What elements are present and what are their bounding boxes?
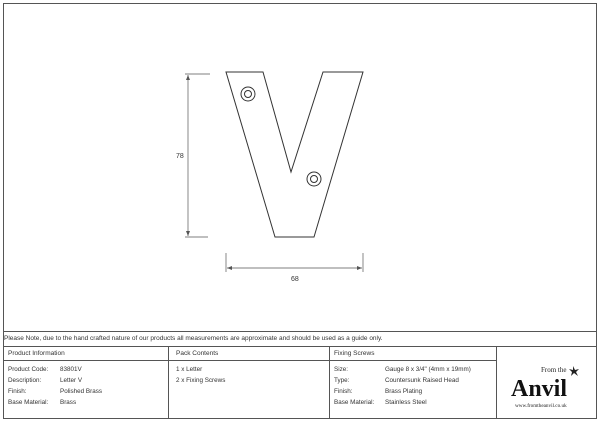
table-top-line — [3, 346, 597, 347]
screw-size-label: Size: — [334, 366, 348, 373]
screw-type-value: Countersunk Raised Head — [385, 377, 459, 384]
logo-website: www.fromtheanvil.co.uk — [515, 403, 567, 409]
pack-contents-heading: Pack Contents — [176, 350, 219, 357]
header-separator — [3, 360, 496, 361]
width-dimension — [226, 253, 363, 272]
pack-item: 1 x Letter — [176, 366, 203, 373]
screw-hole-top — [241, 87, 255, 101]
height-dimension — [185, 74, 210, 237]
note-separator — [3, 331, 597, 332]
description-value: Letter V — [60, 377, 83, 384]
finish-value: Polished Brass — [60, 388, 102, 395]
width-dimension-label: 68 — [291, 276, 299, 283]
screw-finish-label: Finish: — [334, 388, 353, 395]
fixing-screws-heading: Fixing Screws — [334, 350, 375, 357]
logo-from-the: From the — [541, 366, 567, 374]
description-label: Description: — [8, 377, 42, 384]
anvil-icon — [569, 366, 579, 376]
screw-material-value: Stainless Steel — [385, 399, 427, 406]
screw-material-label: Base Material: — [334, 399, 375, 406]
screw-finish-value: Brass Plating — [385, 388, 423, 395]
screw-type-label: Type: — [334, 377, 350, 384]
product-code-label: Product Code: — [8, 366, 49, 373]
base-material-value: Brass — [60, 399, 77, 406]
screw-size-value: Gauge 8 x 3/4" (4mm x 19mm) — [385, 366, 471, 373]
pack-item: 2 x Fixing Screws — [176, 377, 226, 384]
product-info-heading: Product Information — [8, 350, 65, 357]
disclaimer-note: Please Note, due to the hand crafted nature of our products all measurements are approximate and should be used as a guide only. — [4, 335, 383, 342]
column-divider-3 — [496, 346, 497, 419]
column-divider-2 — [329, 346, 330, 419]
logo-brand: Anvil — [511, 376, 568, 402]
finish-label: Finish: — [8, 388, 27, 395]
column-divider-1 — [168, 346, 169, 419]
product-code-value: 83801V — [60, 366, 82, 373]
from-the-anvil-logo — [503, 360, 591, 416]
height-dimension-label: 78 — [176, 153, 184, 160]
base-material-label: Base Material: — [8, 399, 49, 406]
screw-hole-bottom — [307, 172, 321, 186]
